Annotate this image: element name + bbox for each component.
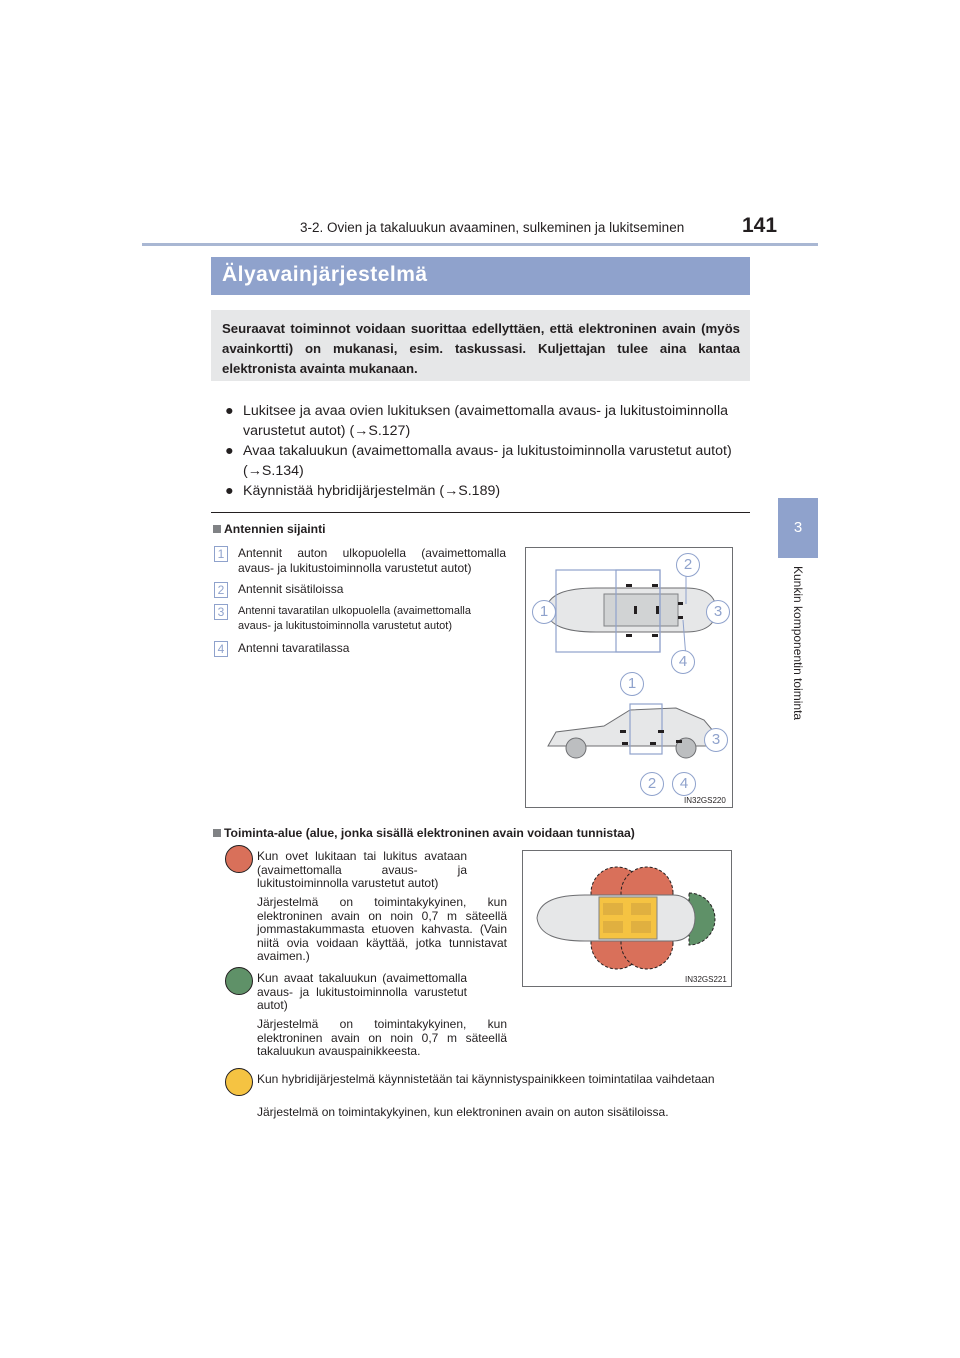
header-divider <box>142 243 818 246</box>
item-number: 2 <box>214 582 228 598</box>
section-title: 3-2. Ovien ja takaluukun avaaminen, sulkeminen ja lukitseminen <box>300 220 685 235</box>
bullet-item <box>225 481 747 501</box>
range-heading: Toiminta-alue (alue, jonka sisällä elektroninen avain voidaan tunnistaa) <box>213 826 635 840</box>
item-text: Antenni tavaratilassa <box>238 641 350 655</box>
range-figure <box>522 850 732 987</box>
chapter-tab: 3 <box>778 498 818 558</box>
bullet-icon: ● <box>225 483 234 499</box>
item-number: 4 <box>214 641 228 657</box>
antenna-heading: Antennien sijainti <box>213 522 326 536</box>
square-bullet-icon <box>213 525 221 533</box>
zone-interior-desc: Järjestelmä on toimintakykyinen, kun elektroninen avain on auton sisätiloissa. <box>257 1105 669 1119</box>
page-number: 141 <box>742 214 778 237</box>
zone-interior-icon <box>225 1068 253 1096</box>
callout-number: 1 <box>620 672 644 696</box>
zone-doors-title: Kun ovet lukitaan tai lukitus avataan (avaimettomalla avaus- ja lukitustoiminnolla varustetut autot) <box>257 849 467 890</box>
chapter-title: Kunkin komponentin toiminta <box>791 566 805 721</box>
bullet-icon: ● <box>225 443 234 459</box>
page-title: Älyavainjärjestelmä <box>222 263 428 286</box>
car-range-illustration <box>523 851 731 986</box>
figure-code: IN32GS221 <box>685 975 727 984</box>
zone-doors-desc: Järjestelmä on toimintakykyinen, kun elektroninen avain on noin 0,7 m säteellä jommastakummasta etuoven kahvasta. (Vain niitä ovia voidaan käyttää, jotka tunnistavat avaimen.) <box>257 895 507 963</box>
intro-text: Seuraavat toiminnot voidaan suorittaa edellyttäen, että elektroninen avain (myös avainkortti) on mukanasi, esim. taskussasi. Kuljettajan tulee aina kantaa elektronista avainta mukanaan. <box>222 321 740 376</box>
zone-interior-title: Kun hybridijärjestelmä käynnistetään tai käynnistyspainikkeen toimintatilaa vaihdetaan <box>257 1072 715 1086</box>
callout-number: 3 <box>704 728 728 752</box>
bullet-text: Käynnistää hybridijärjestelmän (→S.189) <box>243 483 501 499</box>
item-number: 3 <box>214 604 228 620</box>
item-number: 1 <box>214 546 228 562</box>
antenna-figure <box>525 547 733 808</box>
bullet-item <box>225 401 747 441</box>
bullet-text: Avaa takaluukun (avaimettomalla avaus- ja lukitustoiminnolla varustetut autot) (→S.134) <box>243 443 732 479</box>
section-divider <box>211 512 750 513</box>
zone-trunk-desc: Järjestelmä on toimintakykyinen, kun elektroninen avain on noin 0,7 m säteellä takaluukun avauspainikkeesta. <box>257 1017 507 1058</box>
bullet-icon: ● <box>225 403 234 419</box>
zone-trunk-icon <box>225 967 253 995</box>
square-bullet-icon <box>213 829 221 837</box>
bullet-text: Lukitsee ja avaa ovien lukituksen (avaimettomalla avaus- ja lukitustoiminnolla varustetut autot) (→S.127) <box>243 403 728 439</box>
callout-number: 4 <box>672 772 696 796</box>
bullet-item <box>225 441 747 481</box>
callout-number: 1 <box>532 600 556 624</box>
figure-code: IN32GS220 <box>684 796 726 805</box>
callout-number: 3 <box>706 600 730 624</box>
item-text: Antennit sisätiloissa <box>238 582 344 596</box>
callout-number: 2 <box>676 553 700 577</box>
intro-box <box>211 310 750 381</box>
callout-number: 4 <box>671 650 695 674</box>
item-text: Antennit auton ulkopuolella (avaimettomalla avaus- ja lukitustoiminnolla varustetut autot) <box>238 546 506 575</box>
callout-number: 2 <box>640 772 664 796</box>
zone-doors-icon <box>225 845 253 873</box>
zone-trunk-title: Kun avaat takaluukun (avaimettomalla avaus- ja lukitustoiminnolla varustetut autot) <box>257 971 467 1012</box>
item-text: Antenni tavaratilan ulkopuolella (avaimettomalla avaus- ja lukitustoiminnolla varustetut autot) <box>238 605 471 632</box>
